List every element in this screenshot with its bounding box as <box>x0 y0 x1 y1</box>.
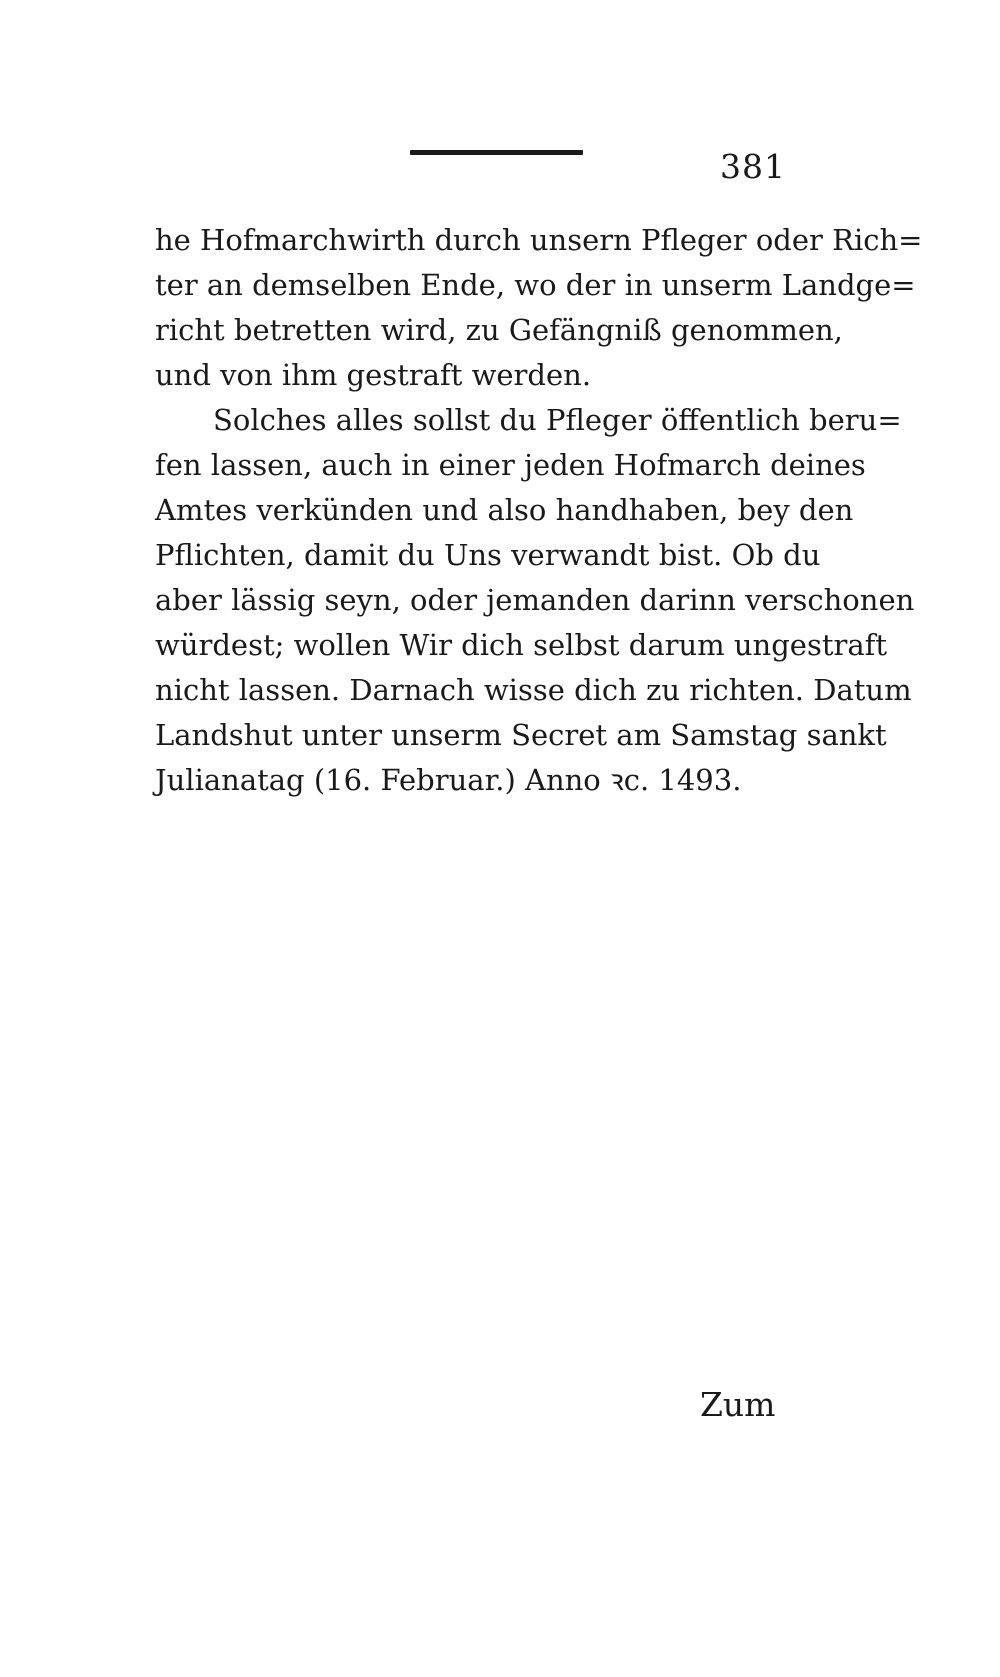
catchword: Zum <box>700 1385 776 1424</box>
text-line: ter an demselben Ende, wo der in unserm Landge= <box>155 268 916 302</box>
text-line: Landshut unter unserm Secret am Samstag sankt <box>155 718 887 752</box>
text-line: fen lassen, auch in einer jeden Hofmarch deines <box>155 448 866 482</box>
text-line: aber lässig seyn, oder jemanden darinn verschonen <box>155 583 915 617</box>
text-line: und von ihm gestraft werden. <box>155 358 592 392</box>
text-line: Amtes verkünden und also handhaben, bey den <box>155 493 854 527</box>
header-rule <box>410 150 583 155</box>
page-number: 381 <box>720 147 786 186</box>
text-line: he Hofmarchwirth durch unsern Pfleger oder Rich= <box>155 223 923 257</box>
text-line: Pflichten, damit du Uns verwandt bist. Ob du <box>155 538 821 572</box>
text-line: Solches alles sollst du Pfleger öffentlich beru= <box>213 403 902 437</box>
text-line: richt betretten wird, zu Gefängniß genommen, <box>155 313 843 347</box>
text-line: nicht lassen. Darnach wisse dich zu richten. Datum <box>155 673 912 707</box>
text-line: würdest; wollen Wir dich selbst darum ungestraft <box>155 628 888 662</box>
body-text <box>155 218 923 803</box>
text-line: Julianatag (16. Februar.) Anno ꝛc. 1493. <box>155 763 742 797</box>
